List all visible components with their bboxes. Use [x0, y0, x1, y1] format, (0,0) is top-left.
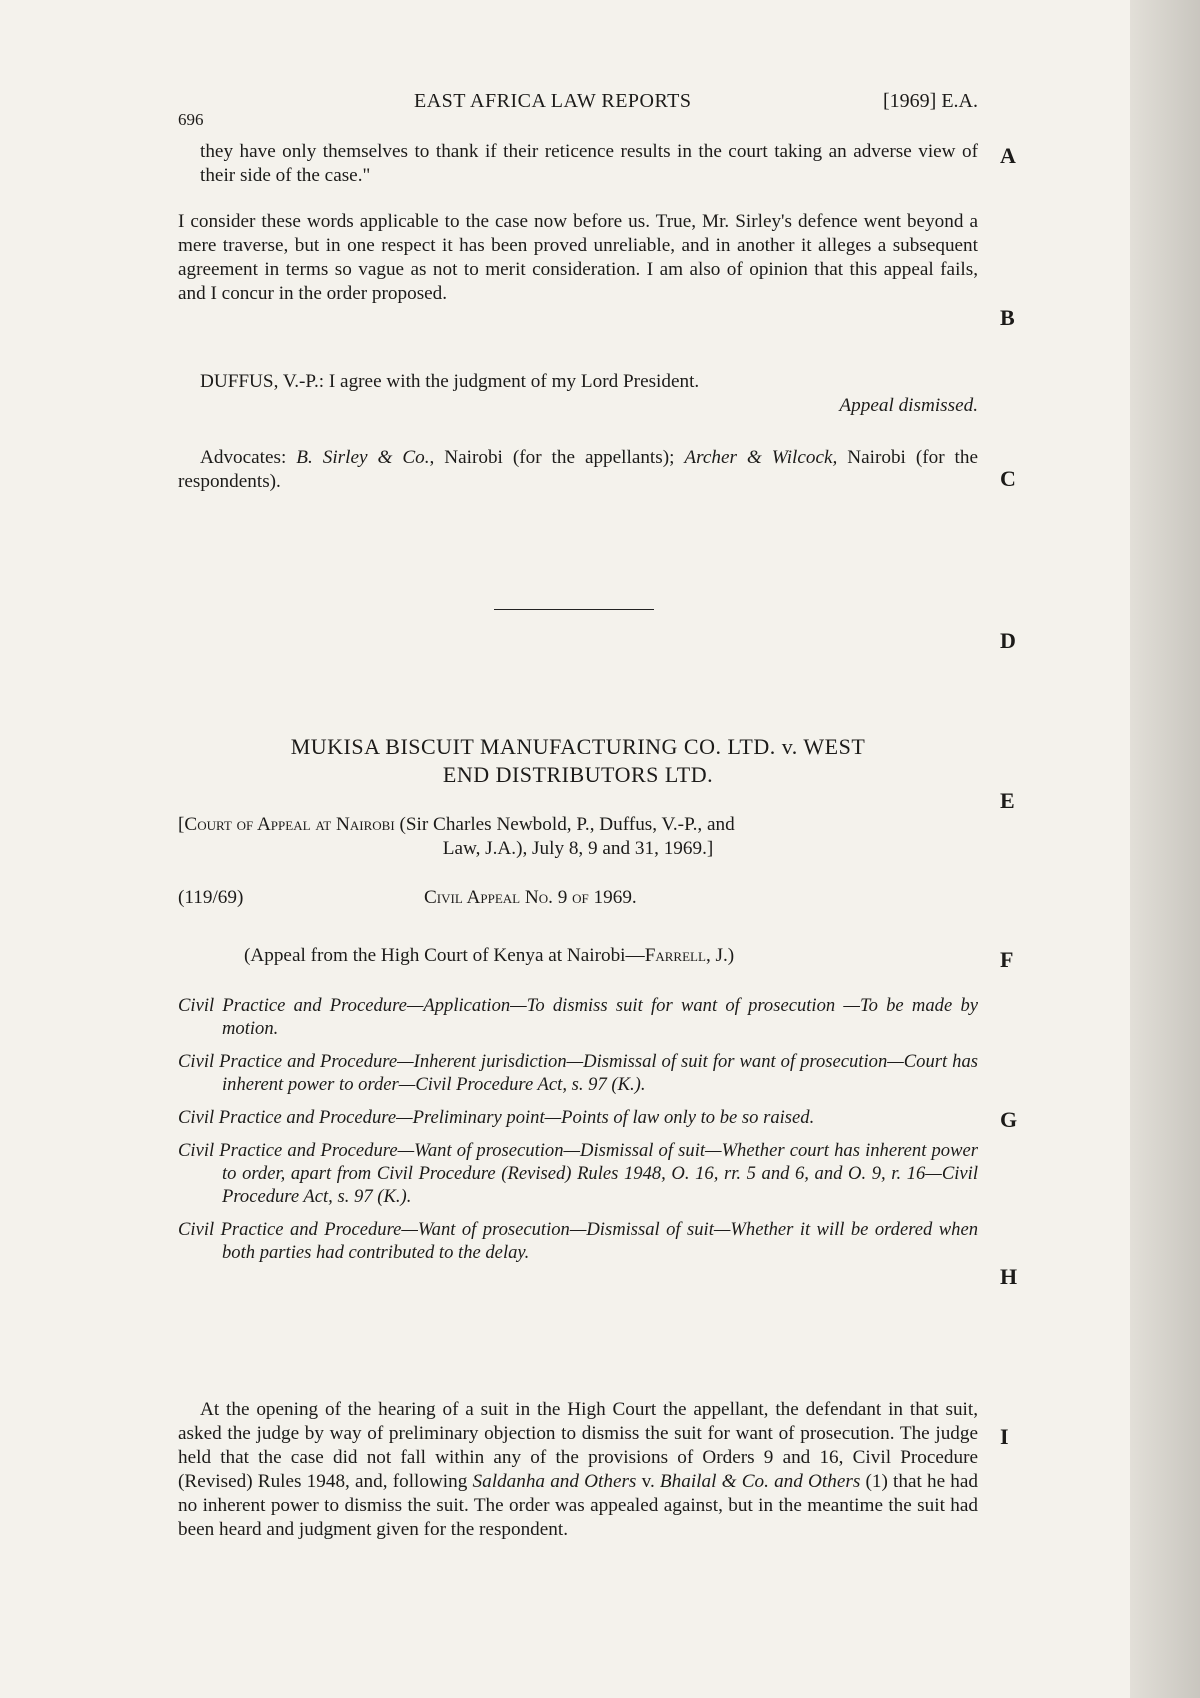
case-title-line2: END DISTRIBUTORS LTD.	[442, 762, 714, 787]
cited-case-1: Saldanha and Others	[472, 1471, 637, 1492]
court-name: Court of Appeal at Nairobi	[184, 814, 395, 835]
judgment-continuation	[178, 140, 978, 188]
margin-letter-b: B	[1000, 305, 1015, 330]
appellant-firm: B. Sirley & Co.	[296, 447, 430, 468]
catchword: Civil Practice and Procedure—Preliminary point—Points of law only to be so raised.	[178, 1107, 815, 1128]
appeal-from-text: (Appeal from the High Court of Kenya at Nairobi—	[244, 945, 645, 966]
case-title	[178, 733, 978, 789]
case-numbers	[178, 886, 978, 910]
para-consider: I consider these words applicable to the case now before us. True, Mr. Sirley's defence went beyond a mere traverse, but in one respect it has been proved unreliable, and in another it alleges a subsequent agreement in terms so vague as not to merit consideration. I am also of opinion that this appeal fails, and I concur in the order proposed.	[178, 211, 978, 304]
section-divider	[494, 609, 654, 610]
versus: v.	[636, 1471, 660, 1492]
margin-letter-c: C	[1000, 466, 1016, 491]
page-number: 696	[178, 110, 204, 129]
appeal-number: Civil Appeal No. 9 of 1969.	[424, 887, 637, 908]
appeal-from	[178, 944, 978, 968]
trial-judge: Farrell	[644, 945, 706, 966]
margin-letter-g: G	[1000, 1107, 1018, 1132]
case-number: (119/69)	[178, 887, 244, 908]
duffus-judgment	[178, 370, 978, 418]
trial-judge-suffix: , J.)	[705, 945, 735, 966]
headnote-part1: At the opening of the hearing of a suit in the High Court the appellant, the defendant in that suit, asked the judge by way of preliminary objection to dismiss the suit for want of prosecution. The judge held that the case did not fall within any of the provisions of Orders 9 and 16, Civil Procedure (Revised) Rules 1948, and, following	[178, 1399, 978, 1492]
catchword: Civil Practice and Procedure—Inherent jurisdiction—Dismissal of suit for want of prosecution—Court has inherent power to order—Civil Procedure Act, s. 97 (K.).	[178, 1051, 978, 1095]
headnote	[178, 1398, 978, 1542]
margin-letter-h: H	[1000, 1264, 1018, 1289]
headnote-part2: (1) that he had no inherent power to dismiss the suit. The order was appealed against, but in the meantime the suit had been heard and judgment given for the respondent.	[178, 1471, 978, 1540]
respondent-firm: Archer & Wilcock,	[684, 447, 838, 468]
appellant-rest: , Nairobi (for the appellants);	[429, 447, 685, 468]
result: Appeal dismissed.	[839, 395, 978, 416]
advocates	[178, 446, 978, 494]
page-edge-shadow	[1130, 0, 1200, 1698]
volume: [1969] E.A.	[883, 90, 978, 112]
catchword: Civil Practice and Procedure—Want of prosecution—Dismissal of suit—Whether it will be ordered when both parties had contributed to the delay.	[178, 1219, 978, 1263]
court-judges: (Sir Charles Newbold, P., Duffus, V.-P., and	[394, 814, 735, 835]
cited-case-2: Bhailal & Co. and Others	[659, 1471, 861, 1492]
margin-letter-i: I	[1000, 1424, 1009, 1449]
advocates-label: Advocates:	[200, 447, 287, 468]
court-dates: Law, J.A.), July 8, 9 and 31, 1969.]	[442, 838, 714, 859]
report-title: EAST AFRICA LAW REPORTS	[414, 90, 692, 112]
margin-letter-a: A	[1000, 143, 1016, 168]
judge-name: DUFFUS, V.-P.:	[200, 371, 325, 392]
margin-letter-e: E	[1000, 788, 1015, 813]
margin-letter-f: F	[1000, 947, 1014, 972]
catchword: Civil Practice and Procedure—Want of prosecution—Dismissal of suit—Whether court has inherent power to order, apart from Civil Procedure (Revised) Rules 1948, O. 16, rr. 5 and 6, and O. 9, r. 16—Civil Procedure Act, s. 97 (K.).	[178, 1140, 978, 1207]
case-title-line1: MUKISA BISCUIT MANUFACTURING CO. LTD. v. WEST	[290, 734, 866, 759]
court-details: [Court of Appeal at Nairobi (Sir Charles Newbold, P., Duffus, V.-P., and Law, J.A.), July 8, 9 and 31, 1969.]	[178, 813, 978, 861]
judge-text: I agree with the judgment of my Lord President.	[328, 371, 700, 392]
catchwords	[178, 994, 978, 1274]
judgment-paragraph	[178, 210, 978, 306]
running-header	[178, 88, 978, 129]
respondent-rest: Nairobi (for the respondents).	[178, 447, 978, 492]
catchword: Civil Practice and Procedure—Application—To dismiss suit for want of prosecution —To be made by motion.	[178, 995, 978, 1039]
margin-letter-d: D	[1000, 628, 1016, 653]
quote-end: they have only themselves to thank if their reticence results in the court taking an adverse view of their side of the case."	[200, 141, 978, 186]
